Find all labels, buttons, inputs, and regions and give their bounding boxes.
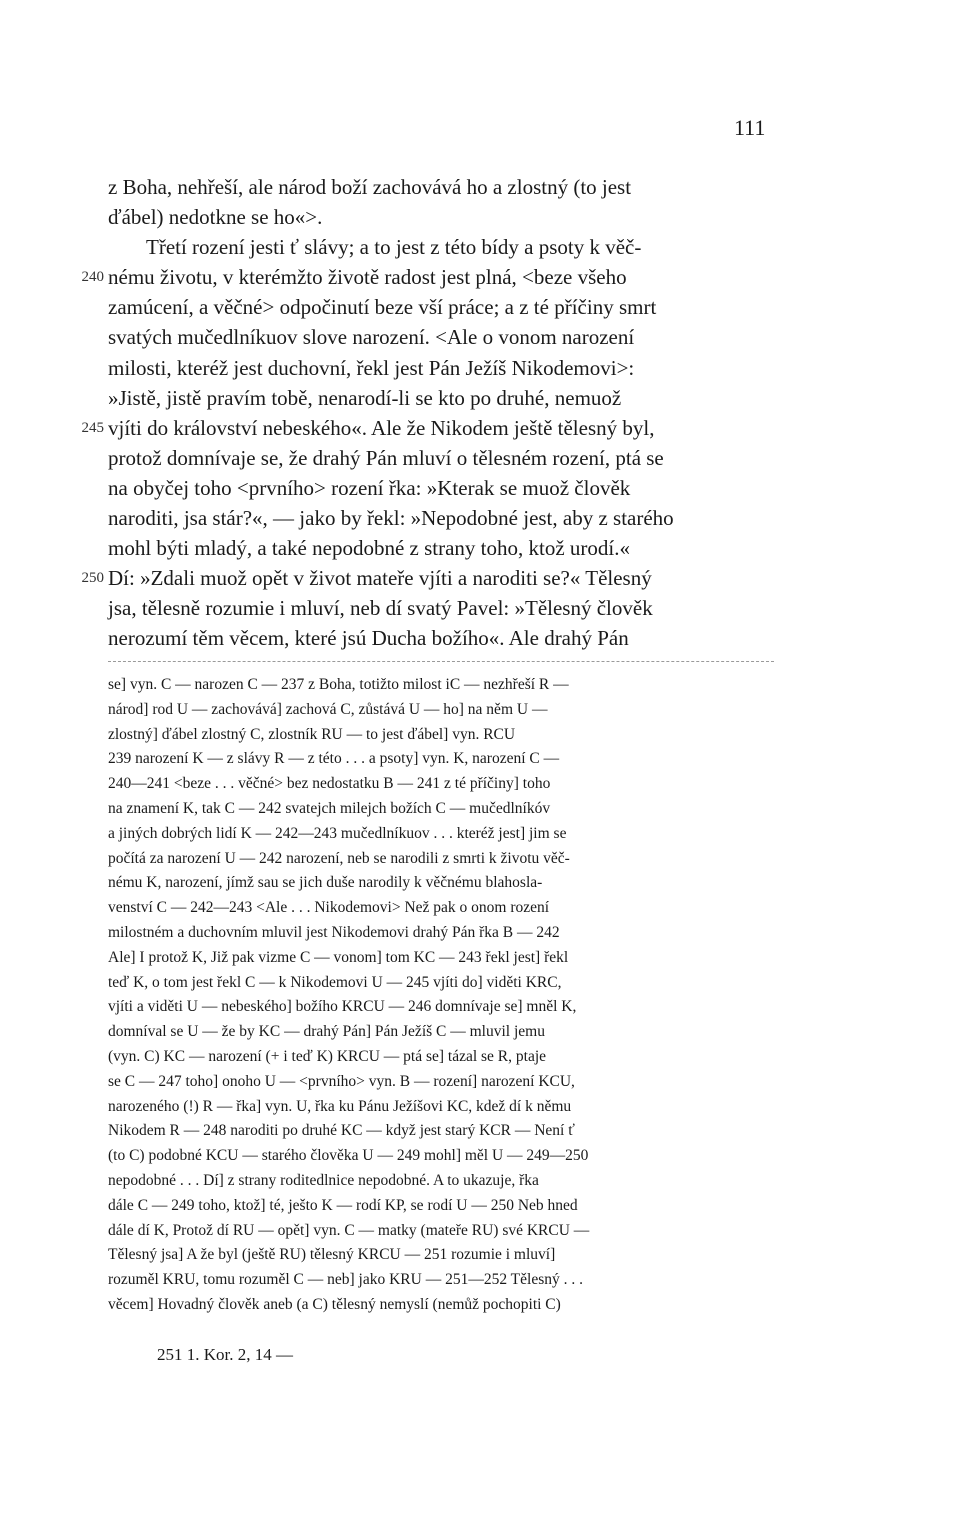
- text-line: [108, 322, 776, 352]
- apparatus-line: Nikodem R — 248 naroditi po druhé KC — když jest starý KCR — Není ť: [108, 1122, 575, 1140]
- text-line: [108, 353, 776, 383]
- page-number: 111: [734, 115, 766, 140]
- critical-apparatus: [108, 673, 774, 1318]
- text-line: [81, 262, 776, 292]
- apparatus-line: na znamení K, tak C — 242 svatejch milejch božích C — mučedlníkóv: [108, 799, 551, 817]
- apparatus-line: 239 narození K — z slávy R — z této . . . a psoty] vyn. K, narození C —: [108, 750, 560, 768]
- text-line: [108, 383, 776, 413]
- text-line: [108, 473, 776, 503]
- line-number: 240: [81, 269, 104, 286]
- line-text: vjíti do království nebeského«. Ale že Nikodem ještě tělesný byl,: [108, 415, 655, 440]
- line-text: protož domnívaje se, že drahý Pán mluví o tělesném rození, ptá se: [108, 445, 664, 470]
- line-text: Třetí rození jesti ť slávy; a to jest z této bídy a psoty k věč-: [146, 235, 642, 260]
- text-line: [81, 563, 776, 593]
- apparatus-line: Ale] I protož K, Již pak vizme C — vonom] tom KC — 243 řekl jest] řekl: [108, 948, 569, 966]
- line-text: nému životu, v kterémžto životě radost jest plná, <beze všeho: [108, 265, 627, 290]
- apparatus-line: nému K, narození, jímž sau se jich duše narodily k věčnému blahosla-: [108, 874, 543, 892]
- apparatus-line: 240—241 <beze . . . věčné> bez nedostatku B — 241 z té příčiny] toho: [108, 775, 551, 793]
- apparatus-line: zlostný] ďábel zlostný C, zlostník RU — to jest ďábel] vyn. RCU: [108, 725, 516, 743]
- text-line: [108, 292, 776, 322]
- line-text: svatých mučedlníkuov slove narození. <Ale o vonom narození: [108, 325, 635, 350]
- text-line: [108, 202, 776, 232]
- apparatus-line: nepodobné . . . Dí] z strany roditedlnice nepodobné. A to ukazuje, řka: [108, 1171, 539, 1189]
- text-line: [108, 232, 776, 262]
- text-line: [108, 172, 776, 202]
- line-text: nerozumí těm věcem, které jsú Ducha božího«. Ale drahý Pán: [108, 626, 629, 651]
- apparatus-line: dále C — 249 toho, ktož] té, ješto K — rodí KP, se rodí U — 250 Neb hned: [108, 1196, 578, 1214]
- apparatus-line: venství C — 242—243 <Ale . . . Nikodemovi> Než pak o onom rození: [108, 899, 550, 917]
- line-number: 250: [81, 570, 104, 587]
- line-text: na obyčej toho <prvního> rození řka: »Kterak se muož člověk: [108, 475, 631, 500]
- apparatus-line: počítá za narození U — 242 narození, neb se narodili z smrti k životu věč-: [108, 849, 570, 867]
- apparatus-line: domníval se U — že by KC — drahý Pán] Pán Ježíš C — mluvil jemu: [108, 1023, 545, 1041]
- line-text: ďábel) nedotkne se ho«>.: [108, 205, 323, 230]
- apparatus-line: se C — 247 toho] onoho U — <prvního> vyn. B — rození] narození KCU,: [108, 1072, 575, 1090]
- line-text: zamúcení, a věčné> odpočinutí beze vší práce; a z té příčiny smrt: [108, 295, 657, 320]
- apparatus-line: a jiných dobrých lidí K — 242—243 mučedlníkuov . . . kteréž jest] jim se: [108, 824, 567, 842]
- text-line: [108, 443, 776, 473]
- apparatus-line: teď K, o tom jest řekl C — k Nikodemovi U — 245 vjíti do] viděti KRC,: [108, 973, 562, 991]
- apparatus-line: (vyn. C) KC — narození (+ i teď K) KRCU — ptá se] tázal se R, ptaje: [108, 1047, 547, 1065]
- apparatus-line: vjíti a viděti U — nebeského] božího KRCU — 246 domnívaje se] mněl K,: [108, 998, 577, 1016]
- apparatus-line: narozeného (!) R — řka] vyn. U, řka ku Pánu Ježíšovi KC, kdež dí k němu: [108, 1097, 572, 1115]
- apparatus-line: rozuměl KRU, tomu rozuměl C — neb] jako KRU — 251—252 Tělesný . . .: [108, 1271, 583, 1289]
- apparatus-line: národ] rod U — zachovává] zachová C, zůstává U — ho] na něm U —: [108, 700, 548, 718]
- main-text: [81, 172, 776, 654]
- apparatus-line: (to C) podobné KCU — starého člověka U — 249 mohl] měl U — 249—250: [108, 1147, 589, 1165]
- apparatus-line: věcem] Hovadný člověk aneb (a C) tělesný nemyslí (nemůž pochopiti C): [108, 1295, 561, 1313]
- line-text: z Boha, nehřeší, ale národ boží zachovává ho a zlostný (to jest: [108, 175, 632, 199]
- apparatus-line: dále dí K, Protož dí RU — opět] vyn. C — matky (mateře RU) své KRCU —: [108, 1221, 590, 1239]
- line-text: »Jistě, jistě pravím tobě, nenarodí-li se kto po druhé, nemuož: [108, 385, 622, 410]
- text-line: [108, 533, 776, 563]
- footnote-bible-reference: 251 1. Kor. 2, 14 —: [157, 1345, 293, 1364]
- footnote-divider: [108, 661, 774, 662]
- text-line: [108, 593, 776, 623]
- line-text: jsa, tělesně rozumie i mluví, neb dí svatý Pavel: »Tělesný člověk: [108, 596, 653, 621]
- line-text: naroditi, jsa stár?«, — jako by řekl: »Nepodobné jest, aby z starého: [108, 506, 674, 531]
- apparatus-line: se] vyn. C — narozen C — 237 z Boha, totižto milost iC — nezhřeší R —: [108, 676, 569, 693]
- line-text: Dí: »Zdali muož opět v život mateře vjíti a naroditi se?« Tělesný: [108, 566, 652, 591]
- line-text: mohl býti mladý, a také nepodobné z strany toho, ktož urodí.«: [108, 536, 630, 561]
- line-number: 245: [81, 419, 104, 436]
- text-line: [81, 413, 776, 443]
- text-line: [108, 503, 776, 533]
- apparatus-line: milostném a duchovním mluvil jest Nikodemovi drahý Pán řka B — 242: [108, 923, 560, 941]
- apparatus-line: Tělesný jsa] A že byl (ještě RU) tělesný KRCU — 251 rozumie i mluví]: [108, 1246, 556, 1264]
- text-line: [108, 623, 776, 653]
- line-text: milosti, kteréž jest duchovní, řekl jest Pán Ježíš Nikodemovi>:: [108, 355, 635, 380]
